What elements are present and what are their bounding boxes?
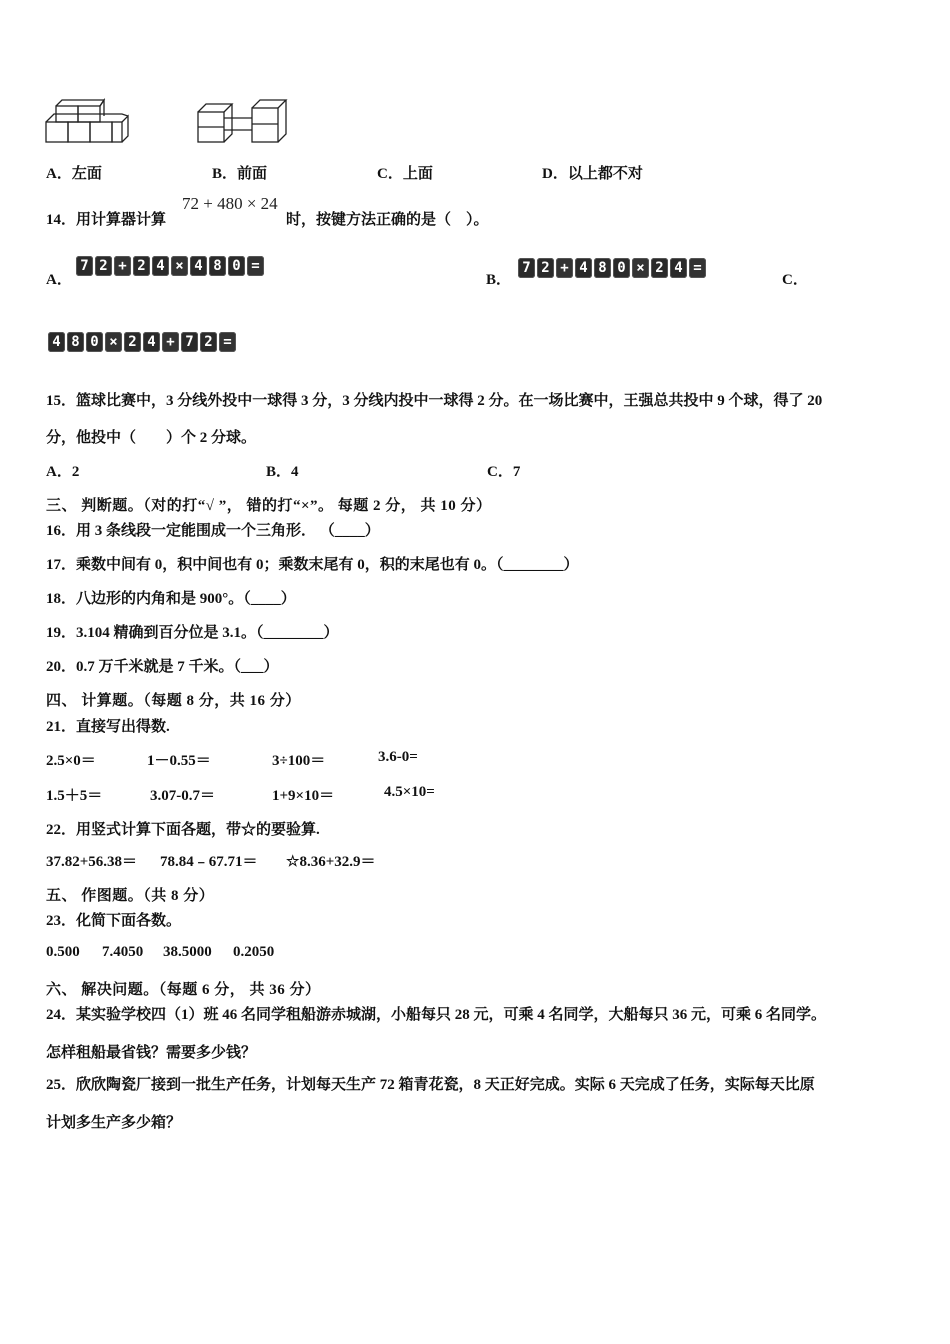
- key: 4: [143, 332, 160, 352]
- key: +: [556, 258, 573, 278]
- q13-option-d: D．以上都不对: [542, 166, 643, 182]
- key: 2: [537, 258, 554, 278]
- q21-title: 21．直接写出得数.: [46, 719, 170, 735]
- q14-keys-b: [518, 258, 706, 278]
- section-6-heading: 六、 解决问题。（每题 6 分， 共 36 分）: [46, 982, 321, 998]
- key: 4: [48, 332, 65, 352]
- q25-line2: 计划多生产多少箱？: [46, 1115, 182, 1131]
- key: ×: [171, 256, 188, 276]
- q20: 20．0.7 万千米就是 7 千米。（___）: [46, 659, 279, 675]
- q22-item-3: ☆8.36+32.9＝: [286, 854, 376, 870]
- key: ×: [632, 258, 649, 278]
- q14-label-a: A．: [46, 272, 72, 288]
- key: 8: [209, 256, 226, 276]
- cube-figure-2: [194, 96, 290, 146]
- q19: 19．3.104 精确到百分位是 3.1。（________）: [46, 625, 339, 641]
- q15-line2: 分，他投中（ ）个 2 分球。: [46, 430, 257, 446]
- q23-item-4: 0.2050: [233, 944, 275, 960]
- q22-item-1: 37.82+56.38＝: [46, 854, 138, 870]
- key: +: [114, 256, 131, 276]
- key: +: [162, 332, 179, 352]
- q21-r2-c3: 1+9×10＝: [272, 788, 335, 804]
- key: =: [247, 256, 264, 276]
- q23-item-3: 38.5000: [163, 944, 212, 960]
- q21-r1-c2: 1－0.55＝: [147, 753, 211, 769]
- q14-suffix: 时，按键方法正确的是（ ）。: [286, 212, 489, 228]
- key: 2: [200, 332, 217, 352]
- q13-option-c: C．上面: [377, 166, 433, 182]
- q14-formula: 72 + 480 × 24: [182, 194, 278, 213]
- key: =: [689, 258, 706, 278]
- q25-line1: 25．欣欣陶瓷厂接到一批生产任务，计划每天生产 72 箱青花瓷，8 天正好完成。实际 6 天完成了任务，实际每天比原: [46, 1077, 815, 1093]
- q15-line1: 15．篮球比赛中，3 分线外投中一球得 3 分，3 分线内投中一球得 2 分。在一场比赛中，王强总共投中 9 个球，得了 20: [46, 393, 823, 409]
- q23-item-2: 7.4050: [102, 944, 144, 960]
- q21-r1-c3: 3÷100＝: [272, 753, 326, 769]
- q21-r2-c4: 4.5×10=: [384, 784, 435, 800]
- cube-figure-1: [42, 96, 132, 146]
- key: 7: [76, 256, 93, 276]
- key: 7: [181, 332, 198, 352]
- q21-r2-c1: 1.5＋5＝: [46, 788, 103, 804]
- key: 0: [86, 332, 103, 352]
- key: =: [219, 332, 236, 352]
- q22-title: 22．用竖式计算下面各题，带☆的要验算.: [46, 822, 320, 838]
- q23-title: 23．化简下面各数。: [46, 913, 182, 929]
- q14-prefix: 14．用计算器计算: [46, 212, 167, 228]
- key: 2: [133, 256, 150, 276]
- key: 4: [670, 258, 687, 278]
- key: 4: [190, 256, 207, 276]
- q21-r1-c4: 3.6-0=: [378, 749, 418, 765]
- q15-option-a: A．2: [46, 464, 80, 480]
- q21-r2-c2: 3.07-0.7＝: [150, 788, 215, 804]
- q13-option-b: B．前面: [212, 166, 268, 182]
- key: 2: [124, 332, 141, 352]
- q15-option-c: C．7: [487, 464, 521, 480]
- key: 0: [228, 256, 245, 276]
- q16: 16．用 3 条线段一定能围成一个三角形． （____）: [46, 523, 380, 539]
- key: 4: [152, 256, 169, 276]
- key: 2: [95, 256, 112, 276]
- q14-label-c: C．: [782, 272, 808, 288]
- q14-keys-a: [76, 256, 264, 276]
- key: ×: [105, 332, 122, 352]
- q21-r1-c1: 2.5×0＝: [46, 753, 96, 769]
- q24-line1: 24．某实验学校四（1）班 46 名同学租船游赤城湖，小船每只 28 元，可乘 4 名同学，大船每只 36 元，可乘 6 名同学。: [46, 1007, 827, 1023]
- q24-line2: 怎样租船最省钱？需要多少钱？: [46, 1045, 257, 1061]
- key: 4: [575, 258, 592, 278]
- q22-item-2: 78.84﹣67.71＝: [160, 854, 258, 870]
- section-4-heading: 四、 计算题。（每题 8 分，共 16 分）: [46, 693, 301, 709]
- section-5-heading: 五、 作图题。（共 8 分）: [46, 888, 215, 904]
- key: 0: [613, 258, 630, 278]
- q18: 18．八边形的内角和是 900°。（____）: [46, 591, 296, 607]
- key: 2: [651, 258, 668, 278]
- section-3-heading: 三、 判断题。（对的打“√ ”， 错的打“×”。 每题 2 分， 共 10 分）: [46, 498, 492, 514]
- q23-item-1: 0.500: [46, 944, 80, 960]
- q14-label-b: B．: [486, 272, 512, 288]
- q13-option-a: A．左面: [46, 166, 102, 182]
- q15-option-b: B．4: [266, 464, 299, 480]
- key: 8: [67, 332, 84, 352]
- q17: 17．乘数中间有 0，积中间也有 0；乘数末尾有 0，积的末尾也有 0。（________）: [46, 557, 579, 573]
- key: 8: [594, 258, 611, 278]
- key: 7: [518, 258, 535, 278]
- q14-keys-c: [48, 332, 236, 352]
